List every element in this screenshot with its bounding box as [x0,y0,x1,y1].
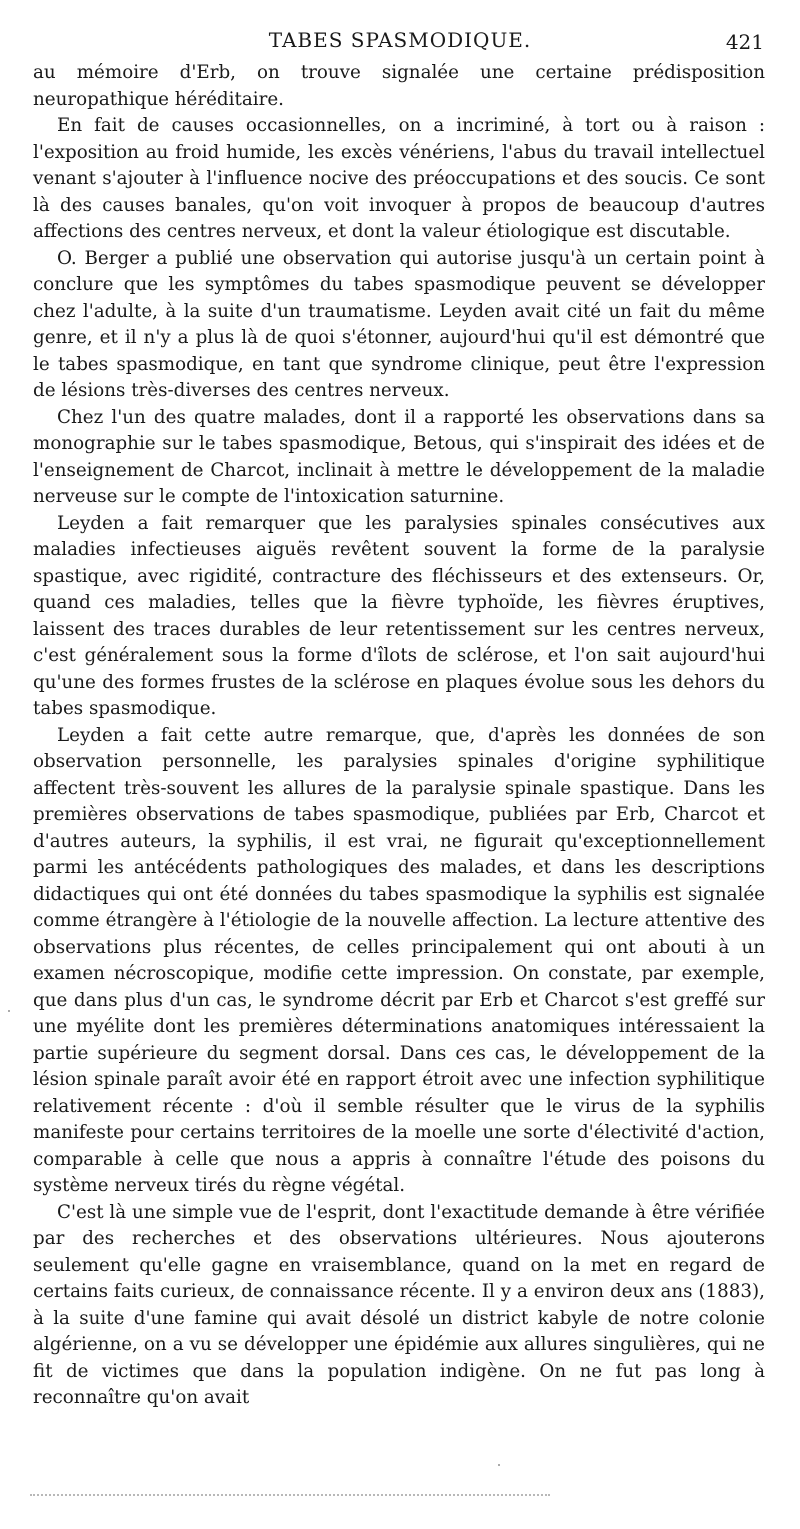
page-header [0,26,800,56]
scan-speck [8,1010,10,1012]
paragraph: O. Berger a publié une observation qui autorise jusqu'à un certain point à conclure que les symptômes du tabes spasmodique peuvent se développer chez l'adulte, à la suite d'un traumatisme. Leyden avait cité un fait du même genre, et il n'y a plus là de quoi s'étonner, aujourd'hui qu'il est démontré que le tabes spasmodique, en tant que syndrome clinique, peut être l'expression de lésions très-diverses des centres nerveux. [33,247,765,401]
scan-footer-artifact [30,1494,550,1500]
paragraph: Leyden a fait cette autre remarque, que, d'après les données de son observation personnelle, les paralysies spinales d'origine syphilitique affectent très-souvent les allures de la paralysie spinale spastique. Dans les premières observations de tabes spasmodique, publiées par Erb, Charcot et d'autres auteurs, la syphilis, il est vrai, ne figurait qu'exceptionnellement parmi les antécédents pathologiques des malades, et dans les descriptions didactiques qui ont été données du tabes spasmodique la syphilis est signalée comme étrangère à l'étiologie de la nouvelle affection. La lecture attentive des observations plus récentes, de celles principalement qui ont abouti à un examen nécroscopique, modifie cette impression. On constate, par exemple, que dans plus d'un cas, le syndrome décrit par Erb et Charcot s'est greffé sur une myélite dont les premières déterminations anatomiques intéressaient la partie supérieure du segment dorsal. Dans ces cas, le développement de la lésion spinale paraît avoir été en rapport étroit avec une infection syphilitique relativement récente : d'où il semble résulter que le virus de la syphilis manifeste pour certains territoires de la moelle une sorte d'électivité d'action, comparable à celle que nous a appris à connaître l'étude des poisons du système nerveux tirés du règne végétal. [33,724,765,1196]
paragraph: au mémoire d'Erb, on trouve signalée une certaine prédisposition neuropathique héréditaire. [33,62,765,110]
body-text [33,60,765,1412]
page-number: 421 [725,30,764,54]
paragraph: C'est là une simple vue de l'esprit, dont l'exactitude demande à être vérifiée par des recherches et des observations ultérieures. Nous ajouterons seulement qu'elle gagne en vraisemblance, quand on la met en regard de certains faits curieux, de connaissance récente. Il y a environ deux ans (1883), à la suite d'une famine qui avait désolé un district kabyle de notre colonie algérienne, on a vu se développer une épidémie aux allures singulières, qui ne fit de victimes que dans la population indigène. On ne fut pas long à reconnaître qu'on avait [33,1201,765,1408]
running-title: TABES SPASMODIQUE. [268,28,532,52]
paragraph: Chez l'un des quatre malades, dont il a rapporté les observations dans sa monographie sur le tabes spasmodique, Betous, qui s'inspirait des idées et de l'enseignement de Charcot, inclinait à mettre le développement de la maladie nerveuse sur le compte de l'intoxication saturnine. [33,406,765,507]
paragraph: Leyden a fait remarquer que les paralysies spinales consécutives aux maladies infectieuses aiguës revêtent souvent la forme de la paralysie spastique, avec rigidité, contracture des fléchisseurs et des extenseurs. Or, quand ces maladies, telles que la fièvre typhoïde, les fièvres éruptives, laissent des traces durables de leur retentissement sur les centres nerveux, c'est généralement sous la forme d'îlots de sclérose, et l'on sait aujourd'hui qu'une des formes frustes de la sclérose en plaques évolue sous les dehors du tabes spasmodique. [33,512,765,719]
scan-speck [498,1464,500,1466]
paragraph: En fait de causes occasionnelles, on a incriminé, à tort ou à raison : l'exposition au froid humide, les excès vénériens, l'abus du travail intellectuel venant s'ajouter à l'influence nocive des préoccupations et des soucis. Ce sont là des causes banales, qu'on voit invoquer à propos de beaucoup d'autres affections des centres nerveux, et dont la valeur étiologique est discutable. [33,115,765,242]
